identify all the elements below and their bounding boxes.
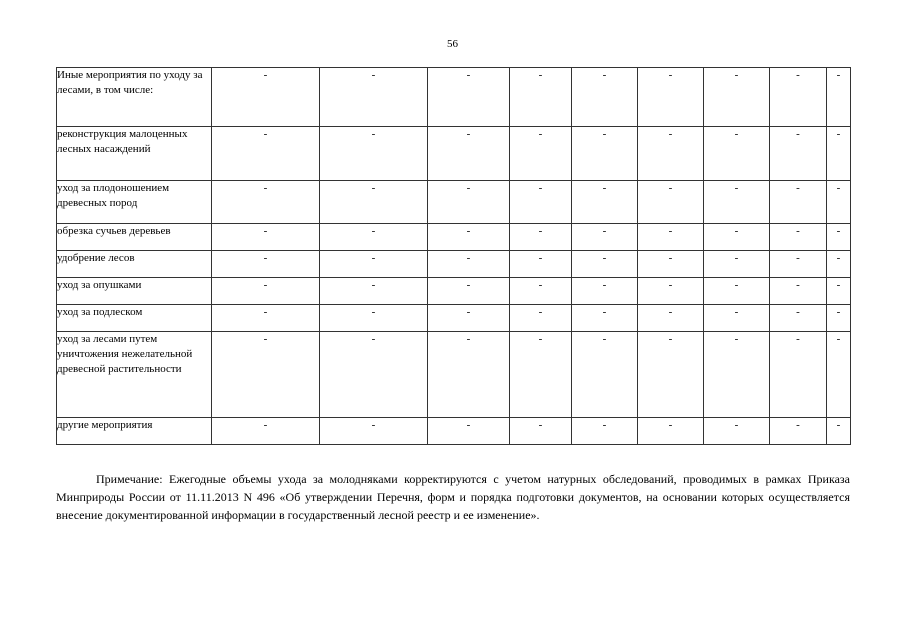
table-cell: -	[704, 127, 770, 181]
table-cell: -	[428, 181, 510, 224]
table-cell: -	[212, 278, 320, 305]
table-cell: -	[827, 224, 851, 251]
table-cell: -	[827, 278, 851, 305]
table-cell: -	[510, 224, 572, 251]
table-cell: -	[212, 181, 320, 224]
table-row	[57, 181, 851, 224]
page-number: 56	[447, 38, 458, 50]
table-cell: -	[638, 278, 704, 305]
table-cell: -	[510, 68, 572, 127]
table-cell: -	[320, 68, 428, 127]
table-cell: -	[572, 68, 638, 127]
table-cell: -	[704, 418, 770, 445]
table-cell: -	[428, 332, 510, 418]
table-cell: -	[572, 332, 638, 418]
table-cell: -	[827, 418, 851, 445]
table-row	[57, 305, 851, 332]
table-cell: -	[212, 127, 320, 181]
table-cell: -	[428, 127, 510, 181]
table-cell: -	[638, 332, 704, 418]
table-cell: -	[638, 305, 704, 332]
table-cell: -	[704, 278, 770, 305]
table-cell: -	[638, 127, 704, 181]
table-row	[57, 68, 851, 127]
table-cell: -	[212, 418, 320, 445]
table-cell: -	[770, 224, 827, 251]
table-cell: -	[638, 181, 704, 224]
table-cell: -	[428, 418, 510, 445]
row-label: другие мероприятия	[57, 418, 212, 445]
table-cell: -	[770, 278, 827, 305]
table-row	[57, 278, 851, 305]
table-cell: -	[704, 181, 770, 224]
table-cell: -	[320, 224, 428, 251]
table-cell: -	[704, 224, 770, 251]
row-label: уход за плодоношением древесных пород	[57, 181, 212, 224]
table-cell: -	[770, 251, 827, 278]
table-cell: -	[827, 181, 851, 224]
table-cell: -	[320, 332, 428, 418]
table-cell: -	[704, 332, 770, 418]
table-cell: -	[510, 181, 572, 224]
table-cell: -	[572, 418, 638, 445]
table-row	[57, 332, 851, 418]
table-cell: -	[320, 418, 428, 445]
table-cell: -	[428, 251, 510, 278]
table-cell: -	[704, 68, 770, 127]
table-cell: -	[212, 332, 320, 418]
table-cell: -	[572, 224, 638, 251]
table-cell: -	[572, 181, 638, 224]
table-cell: -	[428, 278, 510, 305]
table-cell: -	[428, 68, 510, 127]
table-cell: -	[638, 418, 704, 445]
table-cell: -	[638, 224, 704, 251]
table-cell: -	[827, 127, 851, 181]
table-cell: -	[510, 127, 572, 181]
table-cell: -	[320, 127, 428, 181]
table-cell: -	[704, 305, 770, 332]
table-cell: -	[428, 224, 510, 251]
table-cell: -	[320, 305, 428, 332]
row-label: уход за подлеском	[57, 305, 212, 332]
table-cell: -	[770, 127, 827, 181]
table-cell: -	[638, 251, 704, 278]
table-row	[57, 224, 851, 251]
table-cell: -	[212, 68, 320, 127]
table-cell: -	[212, 224, 320, 251]
table-row	[57, 127, 851, 181]
table-cell: -	[510, 278, 572, 305]
table-cell: -	[212, 251, 320, 278]
table-cell: -	[638, 68, 704, 127]
table-cell: -	[572, 127, 638, 181]
row-label: реконструкция малоценных лесных насаждений	[57, 127, 212, 181]
footnote: Примечание: Ежегодные объемы ухода за молодняками корректируются с учетом натурных обследований, проводимых в рамках Приказа Минприроды России от 11.11.2013 N 496 «Об утверждении Перечня, форм и порядка подготовки документов, на основании которых осуществляется внесение документированной информации в государственный лесной реестр и ее изменение».	[56, 472, 850, 522]
table-cell: -	[827, 251, 851, 278]
table-cell: -	[572, 251, 638, 278]
table-cell: -	[320, 278, 428, 305]
table-cell: -	[510, 332, 572, 418]
table-cell: -	[827, 68, 851, 127]
row-label: удобрение лесов	[57, 251, 212, 278]
table-cell: -	[704, 251, 770, 278]
table-cell: -	[770, 305, 827, 332]
table-cell: -	[770, 181, 827, 224]
forest-care-table	[56, 67, 851, 445]
row-label: уход за опушками	[57, 278, 212, 305]
table-cell: -	[827, 332, 851, 418]
table-cell: -	[827, 305, 851, 332]
table-cell: -	[510, 305, 572, 332]
table-row	[57, 251, 851, 278]
table-row	[57, 418, 851, 445]
row-label: обрезка сучьев деревьев	[57, 224, 212, 251]
table-cell: -	[770, 418, 827, 445]
table-cell: -	[770, 68, 827, 127]
table-cell: -	[510, 418, 572, 445]
table-cell: -	[428, 305, 510, 332]
table-cell: -	[510, 251, 572, 278]
table-cell: -	[320, 251, 428, 278]
table-cell: -	[212, 305, 320, 332]
table-cell: -	[320, 181, 428, 224]
row-label: Иные мероприятия по уходу за лесами, в том числе:	[57, 68, 212, 127]
table-body	[57, 68, 851, 445]
table-cell: -	[770, 332, 827, 418]
table-cell: -	[572, 305, 638, 332]
row-label: уход за лесами путем уничтожения нежелательной древесной растительности	[57, 332, 212, 418]
table-cell: -	[572, 278, 638, 305]
